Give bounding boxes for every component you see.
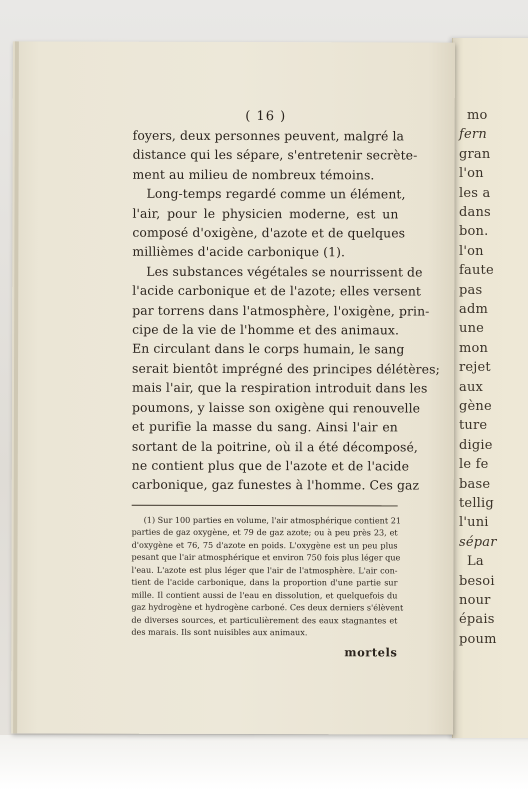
footnote-line: gaz hydrogène et hydrogène carboné. Ces deux derniers s'élèvent xyxy=(131,601,404,613)
facing-line: mon xyxy=(459,340,489,356)
facing-line: nour xyxy=(459,593,491,608)
page-number: ( 16 ) xyxy=(245,109,287,125)
body-line: composé d'oxigène, d'azote et de quelques xyxy=(132,224,406,241)
footnote-line: des marais. Ils sont nuisibles aux animaux. xyxy=(131,626,308,638)
body-line: et purifie la masse du sang. Ainsi l'air en xyxy=(131,418,398,435)
body-line: Les substances végétales se nourrissent de xyxy=(146,263,423,280)
footnote xyxy=(131,513,404,639)
facing-line: adm xyxy=(459,302,488,317)
footnote-line: d'oxygène et 76, 75 d'azote en poids. L'oxygène est un peu plus xyxy=(131,539,398,551)
facing-page xyxy=(452,38,528,738)
body-line: foyers, deux personnes peuvent, malgré la xyxy=(132,127,405,144)
facing-line: les a xyxy=(459,185,491,201)
body-line: carbonique, gaz funestes à l'homme. Ces gaz xyxy=(131,477,420,493)
footnote-line: tient de l'acide carbonique, dans la proportion d'une partie sur xyxy=(131,576,398,588)
page-edge xyxy=(13,41,19,733)
surface xyxy=(0,735,528,790)
body-line: cipe de la vie de l'homme et des animaux. xyxy=(132,321,400,338)
body-line: poumons, y laisse son oxigène qui renouvelle xyxy=(131,399,421,416)
facing-line: besoi xyxy=(459,573,495,589)
body-line: Long-temps regardé comme un élément, xyxy=(146,185,406,202)
footnote-line: pesant que l'air atmosphérique et environ 750 fois plus léger que xyxy=(131,551,401,563)
facing-line: digie xyxy=(459,437,493,453)
facing-line: mo xyxy=(467,108,488,123)
body-line: l'acide carbonique et de l'azote; elles versent xyxy=(132,282,422,299)
footnote-line: de diverses sources, et particulièrement des eaux stagnantes et xyxy=(131,614,398,626)
facing-line: ture xyxy=(459,418,488,434)
body-line: ment au milieu de nombreux témoins. xyxy=(132,166,375,183)
facing-line: tellig xyxy=(459,496,494,511)
body-line: par torrens dans l'atmosphère, l'oxigène, prin- xyxy=(132,302,430,319)
facing-line: une xyxy=(459,321,485,337)
facing-line: gran xyxy=(459,146,491,162)
footnote-line: parties de gaz oxygène, et 79 de gaz azote; ou à peu près 23, et xyxy=(131,526,398,538)
body-line: ne contient plus que de l'azote et de l'acide xyxy=(131,457,410,474)
facing-line: pas xyxy=(459,282,483,298)
facing-line: sépar xyxy=(459,534,497,550)
footnote-line: (1) Sur 100 parties en volume, l'air atmosphérique contient 21 xyxy=(143,514,402,526)
facing-line: gène xyxy=(459,399,492,414)
facing-line: l'on xyxy=(459,166,484,182)
footnote-line: mille. Il contient aussi de l'eau en dissolution, et quelquefois du xyxy=(131,589,398,601)
footnote-line: l'eau. L'azote est plus léger que l'air de l'atmosphère. L'air con- xyxy=(131,564,398,576)
footnote-rule xyxy=(132,504,398,506)
body-line: sortant de la poitrine, où il a été décomposé, xyxy=(131,438,418,454)
body-line: mais l'air, que la respiration introduit dans les xyxy=(131,380,428,396)
book-page xyxy=(11,41,455,734)
body-line: distance qui les sépare, s'entretenir secrète- xyxy=(132,147,418,163)
facing-line: rejet xyxy=(459,360,491,376)
catchword: mortels xyxy=(344,645,398,660)
facing-line: l'on xyxy=(459,243,484,259)
facing-line: faute xyxy=(459,263,494,279)
facing-line: le fe xyxy=(459,457,489,473)
body-line: l'air, pour le physicien moderne, est un xyxy=(132,205,399,222)
body-line: millièmes d'acide carbonique (1). xyxy=(132,244,346,260)
facing-line: épais xyxy=(459,612,495,628)
facing-line: l'uni xyxy=(459,515,489,531)
facing-line: poum xyxy=(459,631,497,647)
facing-line: fern xyxy=(459,127,487,143)
body-text xyxy=(131,126,440,495)
body-line: serait bientôt imprégné des principes délétères; xyxy=(132,360,440,377)
facing-line: base xyxy=(459,476,491,492)
facing-line: dans xyxy=(459,205,491,220)
facing-line: La xyxy=(467,554,484,570)
body-line: En circulant dans le corps humain, le sang xyxy=(132,341,405,357)
facing-line: aux xyxy=(459,379,484,395)
facing-line: bon. xyxy=(459,224,489,240)
text-block xyxy=(131,108,440,660)
